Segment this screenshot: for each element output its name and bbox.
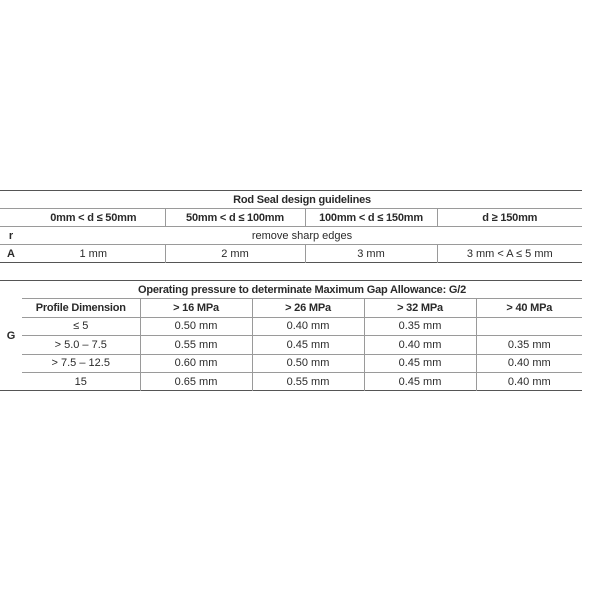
- table-cell: 0.55 mm: [252, 372, 364, 390]
- column-header: > 26 MPa: [252, 299, 364, 317]
- table-cell: 15: [74, 375, 87, 388]
- table-cell: 3 mm: [305, 245, 437, 263]
- table-cell: 0.35 mm: [364, 317, 476, 335]
- table-cell: 0.40 mm: [476, 354, 582, 372]
- table-cell: 0.45 mm: [252, 336, 364, 354]
- table-cell: 0.50 mm: [140, 317, 252, 335]
- table-cell: 0.50 mm: [252, 354, 364, 372]
- table-cell: 0.60 mm: [140, 354, 252, 372]
- table-cell: 0.40 mm: [476, 372, 582, 390]
- table-row: [0, 372, 582, 390]
- table-row: [0, 354, 582, 372]
- column-header-row: [0, 209, 582, 227]
- column-header: 100mm < d ≤ 150mm: [305, 209, 437, 227]
- table-row: [0, 245, 582, 263]
- column-header: > 32 MPa: [364, 299, 476, 317]
- column-header: 50mm < d ≤ 100mm: [165, 209, 305, 227]
- column-header: d ≥ 150mm: [437, 209, 582, 227]
- rod-seal-title: Rod Seal design guidelines: [22, 191, 582, 209]
- table-cell: 0.45 mm: [364, 354, 476, 372]
- column-header-row: [0, 299, 582, 317]
- row-label-g: G: [6, 329, 16, 342]
- column-header: > 40 MPa: [476, 299, 582, 317]
- gap-allowance-table: [0, 280, 582, 391]
- row-label-a: A: [7, 247, 15, 260]
- table-title-row: [0, 191, 582, 209]
- table-cell: > 5.0 – 7.5: [22, 336, 140, 354]
- table-cell: 0.55 mm: [140, 336, 252, 354]
- column-header: Profile Dimension: [22, 299, 140, 317]
- table-cell: 0.45 mm: [364, 372, 476, 390]
- table-cell: 3 mm < A ≤ 5 mm: [437, 245, 582, 263]
- table-cell: 0.35 mm: [476, 336, 582, 354]
- table-cell: 0.40 mm: [364, 336, 476, 354]
- table-title-row: [0, 281, 582, 299]
- column-header: > 16 MPa: [140, 299, 252, 317]
- table-cell: ≤ 5: [22, 317, 140, 335]
- table-row: [0, 227, 582, 245]
- table-row: [0, 336, 582, 354]
- rod-seal-guidelines-table: [0, 190, 582, 263]
- table-cell: [476, 317, 582, 335]
- table-cell: 0.40 mm: [252, 317, 364, 335]
- r-value: remove sharp edges: [22, 227, 582, 245]
- table-row: [0, 317, 582, 335]
- table-cell: 2 mm: [165, 245, 305, 263]
- row-label-r: r: [0, 227, 22, 245]
- table-cell: > 7.5 – 12.5: [22, 354, 140, 372]
- gap-title: Operating pressure to determinate Maximum Gap Allowance: G/2: [22, 281, 582, 299]
- table-cell: 0.65 mm: [140, 372, 252, 390]
- column-header: 0mm < d ≤ 50mm: [22, 209, 165, 227]
- table-cell: 1 mm: [79, 247, 107, 260]
